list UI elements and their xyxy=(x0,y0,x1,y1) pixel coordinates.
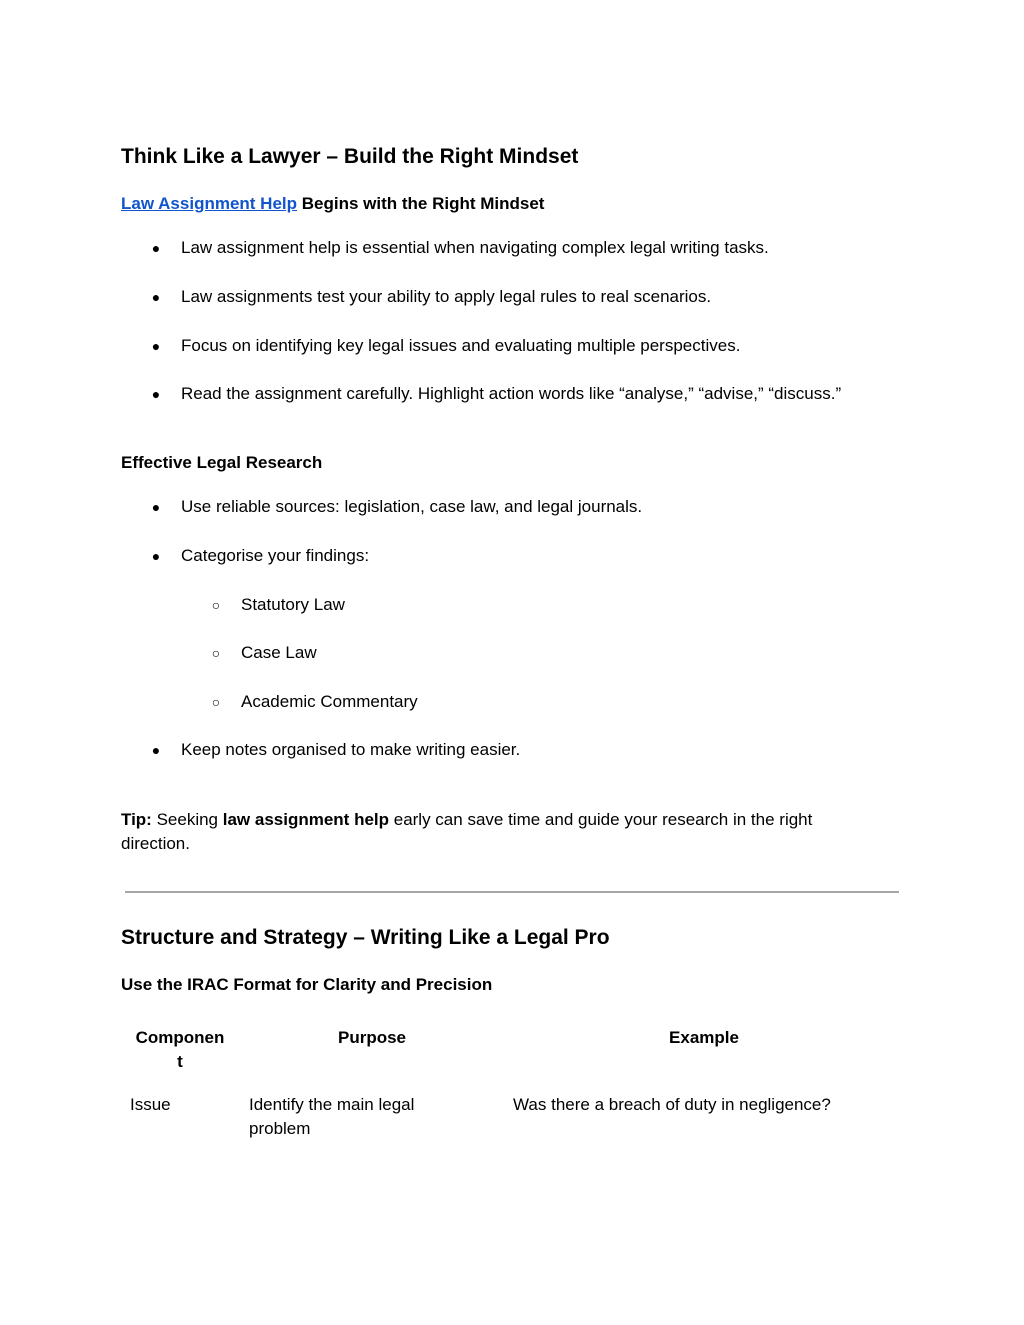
sub-list-item: Academic Commentary xyxy=(241,692,418,711)
cell-component: Issue xyxy=(130,1095,171,1114)
bullet-icon: ● xyxy=(151,386,161,402)
sub-list-item: Statutory Law xyxy=(241,595,345,614)
tip-text: early can save time and guide your research in the right xyxy=(389,810,813,829)
heading-legal-research: Effective Legal Research xyxy=(121,453,323,472)
header-example: Example xyxy=(669,1028,739,1047)
law-assignment-help-link[interactable]: Law Assignment Help xyxy=(121,194,298,213)
header-purpose: Purpose xyxy=(337,1028,407,1047)
bullet-icon: ● xyxy=(151,338,161,354)
horizontal-divider xyxy=(125,891,899,893)
bullet-icon: ● xyxy=(151,289,161,305)
header-component: Componen xyxy=(135,1028,225,1047)
list-item: Read the assignment carefully. Highlight action words like “analyse,” “advise,” “discuss.” xyxy=(181,384,842,403)
list-item: Focus on identifying key legal issues and evaluating multiple perspectives. xyxy=(181,336,741,355)
cell-purpose-wrap: problem xyxy=(249,1119,311,1138)
hollow-bullet-icon: ○ xyxy=(211,645,221,661)
tip-line-2: direction. xyxy=(121,834,190,853)
hollow-bullet-icon: ○ xyxy=(211,597,221,613)
cell-example: Was there a breach of duty in negligence? xyxy=(513,1095,831,1114)
list-item: Keep notes organised to make writing easier. xyxy=(181,740,521,759)
header-component-wrap: t xyxy=(177,1052,183,1071)
sub-list-item: Case Law xyxy=(241,643,317,662)
list-item: Law assignment help is essential when navigating complex legal writing tasks. xyxy=(181,238,769,257)
bullet-icon: ● xyxy=(151,548,161,564)
section-title-mindset: Think Like a Lawyer – Build the Right Mindset xyxy=(121,145,579,168)
bullet-icon: ● xyxy=(151,742,161,758)
tip-line-1 xyxy=(121,810,812,830)
bullet-icon: ● xyxy=(151,499,161,515)
list-item: Categorise your findings: xyxy=(181,546,370,565)
subheading-irac: Use the IRAC Format for Clarity and Precision xyxy=(121,975,493,994)
list-item: Use reliable sources: legislation, case law, and legal journals. xyxy=(181,497,643,516)
tip-label: Tip: xyxy=(121,810,152,829)
list-item: Law assignments test your ability to apply legal rules to real scenarios. xyxy=(181,287,712,306)
subheading-rest: Begins with the Right Mindset xyxy=(297,194,545,213)
subheading-mindset xyxy=(121,194,544,214)
section-title-structure: Structure and Strategy – Writing Like a Legal Pro xyxy=(121,926,610,949)
bullet-icon: ● xyxy=(151,240,161,256)
tip-text: Seeking xyxy=(151,810,223,829)
tip-bold: law assignment help xyxy=(222,810,390,829)
hollow-bullet-icon: ○ xyxy=(211,694,221,710)
cell-purpose: Identify the main legal xyxy=(249,1095,415,1114)
